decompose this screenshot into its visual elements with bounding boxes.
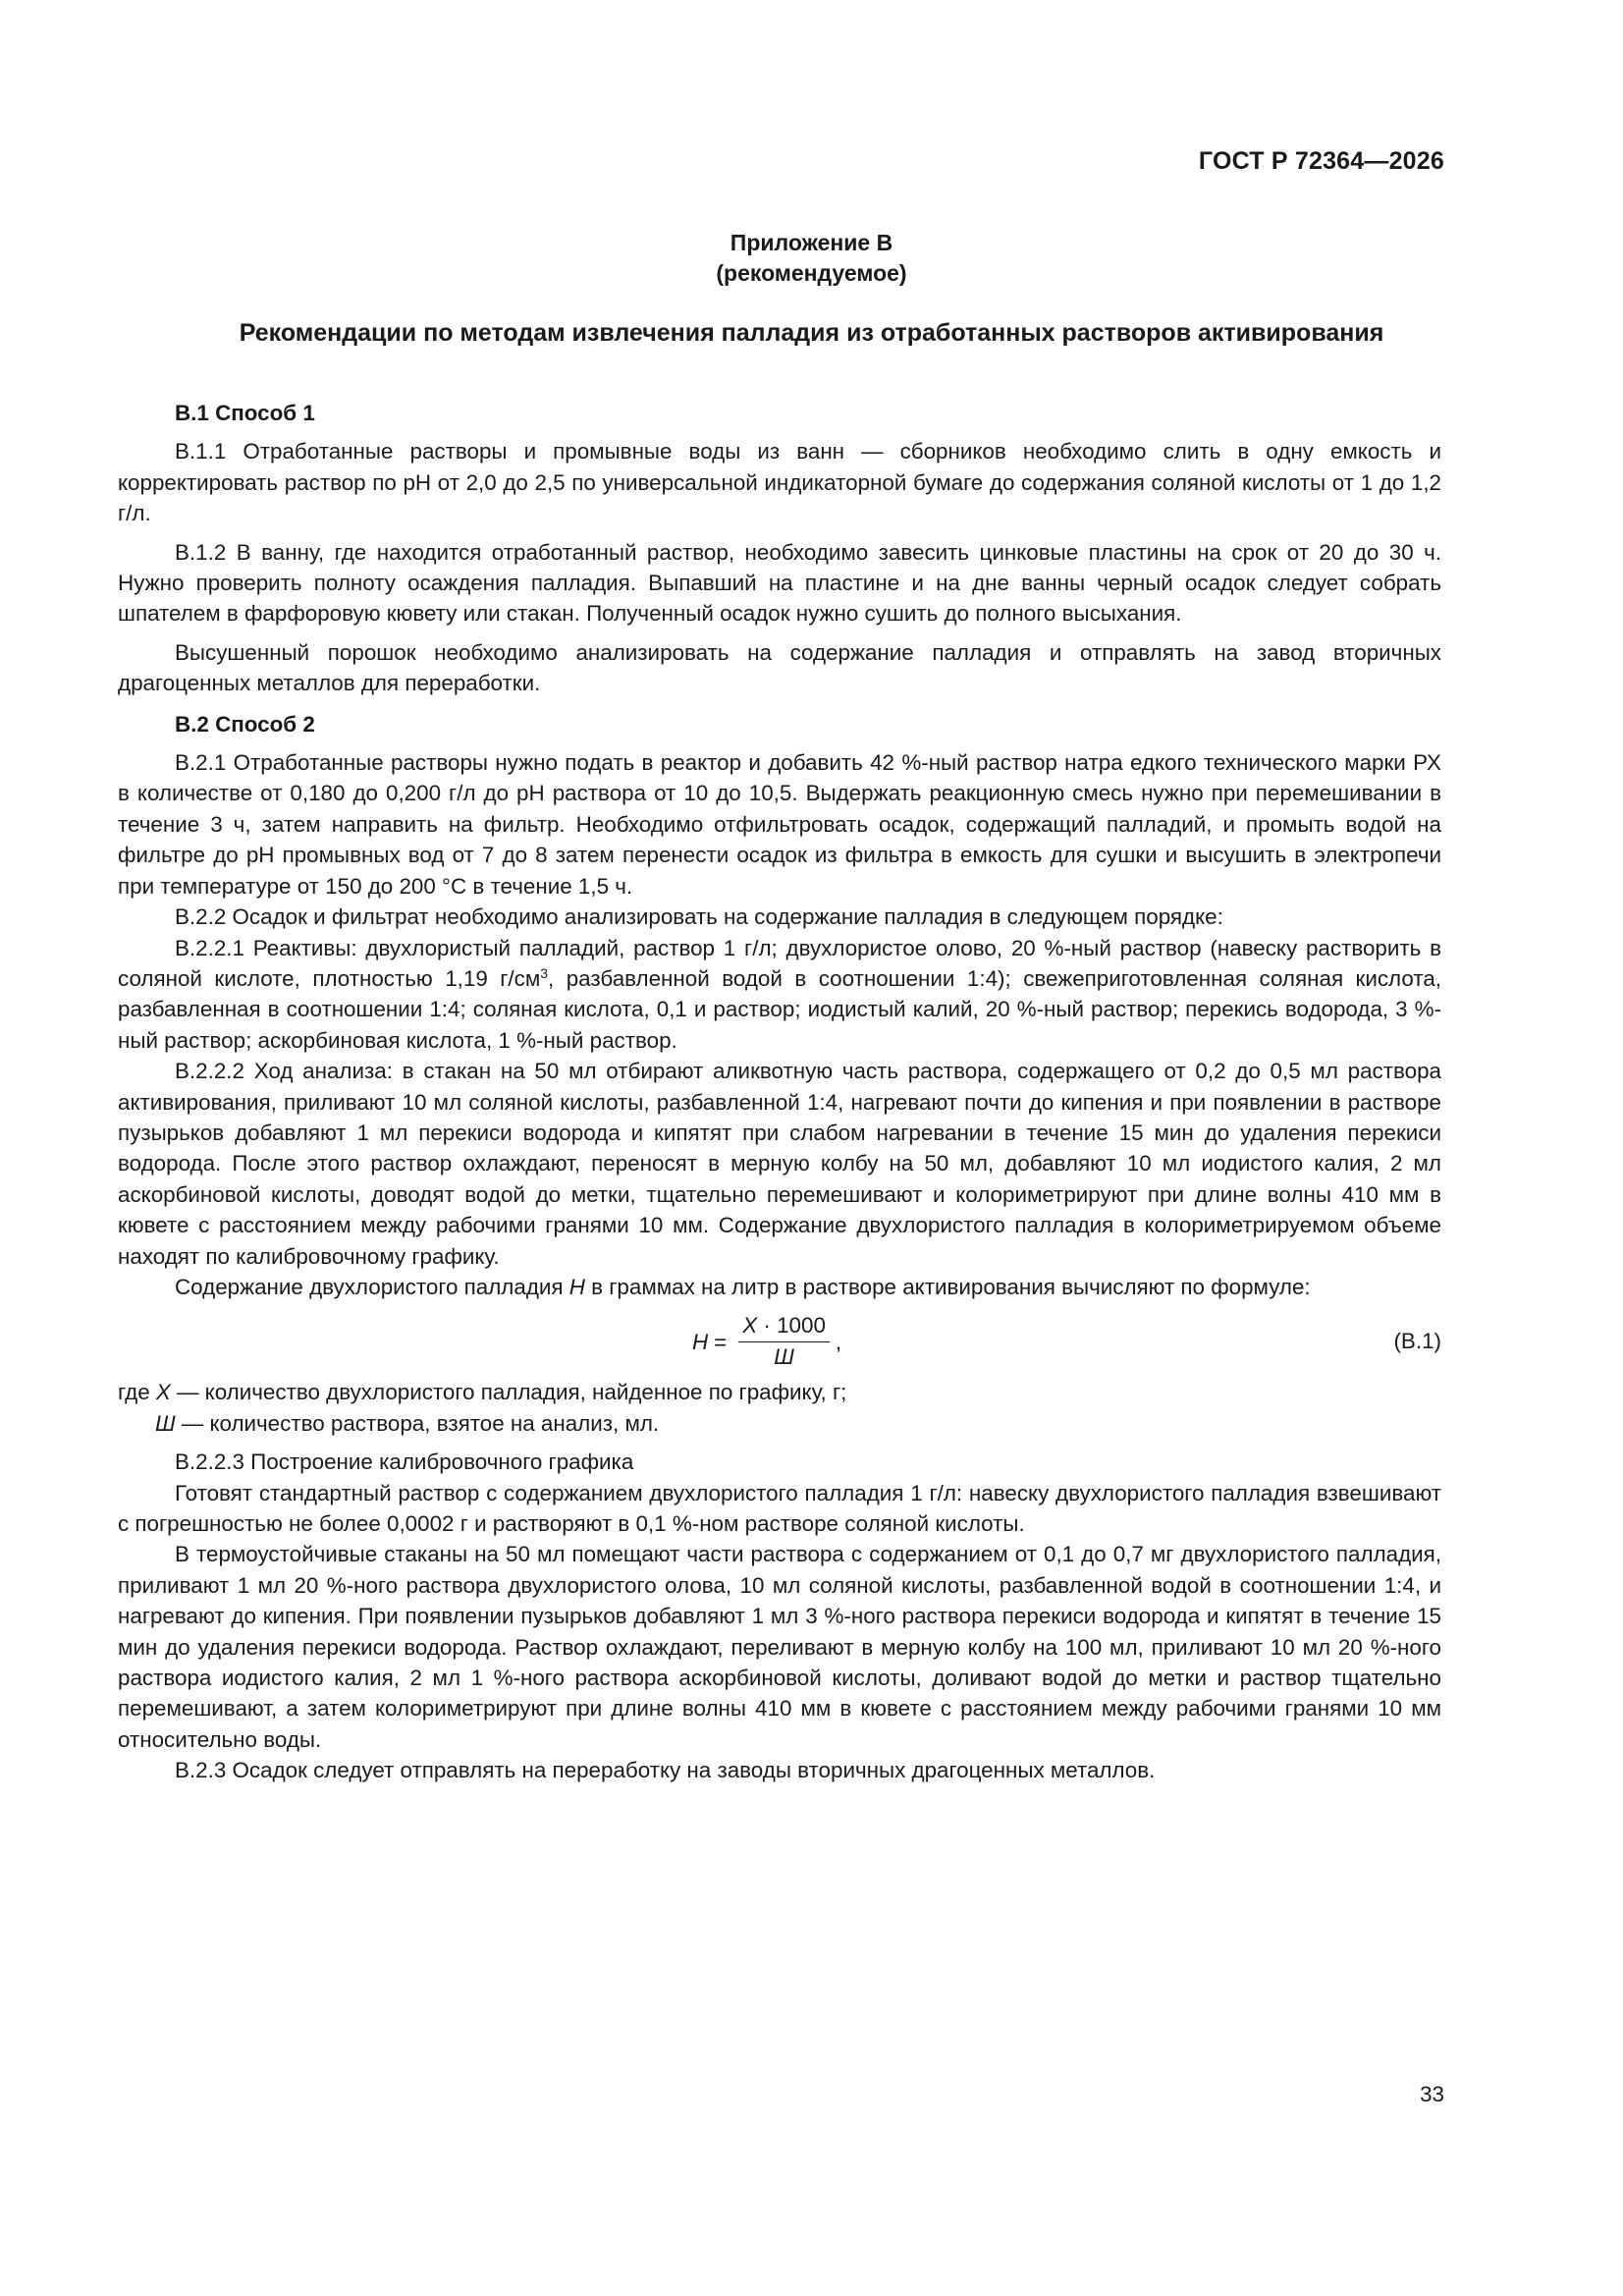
paragraph-b2-1: В.2.1 Отработанные растворы нужно подать в реактор и добавить 42 %-ный раствор натра едкого технического марки РХ в количестве от 0,180 до 0,200 г/л до pH раствора от 10 до 10,5. Выдержать реакционную смесь нужно при перемешивании в течение 3 ч, затем направить на фильтр. Необходимо отфильтровать осадок, содержащий палладий, и промыть водой на фильтре до pH промывных вод от 7 до 8 затем перенести осадок из фильтра в емкость для сушки и высушить в электропечи при температуре от 150 до 200 °С в течение 1,5 ч. — [118, 750, 1441, 899]
document-body — [118, 398, 1441, 1786]
paragraph-b1-3: Высушенный порошок необходимо анализировать на содержание палладия и отправлять на завод вторичных драгоценных металлов для переработки. — [118, 639, 1441, 696]
annex-title — [0, 228, 1623, 289]
formula-number: (В.1) — [1393, 1329, 1441, 1354]
paragraph-b1-2: В.1.2 В ванну, где находится отработанный раствор, необходимо завесить цинковые пластины на срок от 20 до 30 ч. Нужно проверить полноту осаждения палладия. Выпавший на пластине и на дне ванны черный осадок следует собрать шпателем в фарфоровую кювету или стакан. Полученный осадок нужно сушить до полного высыхания. — [118, 539, 1441, 627]
legend-prefix: где — [118, 1380, 156, 1405]
formula-equals: = — [714, 1329, 728, 1354]
document-code: ГОСТ Р 72364—2026 — [1198, 147, 1444, 175]
legend-item-x — [118, 1377, 1441, 1407]
main-heading: Рекомендации по методам извлечения палладия из отработанных растворов активирования — [239, 319, 1384, 347]
legend-var-x: Х — [155, 1380, 171, 1405]
paragraph-b2-2-3-p1: Готовят стандартный раствор с содержанием двухлористого палладия 1 г/л: навеску двухлористого палладия взвешивают с погрешностью не более 0,0002 г и растворяют в 0,1 %-ном растворе соляной кислоты. — [118, 1480, 1441, 1536]
formula-expression — [692, 1312, 841, 1371]
legend-item-sh — [118, 1408, 1441, 1439]
b2-2-1-text-end: , разбавленной водой в соотношении 1:4); свежеприготовленная соляная кислота, разбавленная в соотношении 1:4; соляная кислота, 0,1 и раствор; иодистый калий, 20 %-ный раствор; перекись водорода, 3 %-ный раствор; аскорбиновая кислота, 1 %-ный раствор. — [118, 965, 1441, 1053]
variable-h: Н — [568, 1274, 585, 1299]
page-number: 33 — [1420, 2082, 1444, 2106]
formula-intro-text-end: в граммах на литр в растворе активирования вычисляют по формуле: — [584, 1274, 1311, 1299]
annex-status: (рекомендуемое) — [716, 260, 907, 286]
paragraph-b2-2-2: В.2.2.2 Ход анализа: в стакан на 50 мл отбирают аликвотную часть раствора, содержащего от 0,2 до 0,5 мл раствора активирования, приливают 10 мл соляной кислоты, разбавленной 1:4, нагревают почти до кипения и при появлении в растворе пузырьков добавляют 1 мл перекиси водорода и кипятят при слабом нагревании в течение 15 мин до удаления перекиси водорода. После этого раствор охлаждают, переносят в мерную колбу на 50 мл, добавляют 10 мл иодистого калия, 2 мл аскорбиновой кислоты, доводят водой до метки, тщательно перемешивают и колориметрируют при длине волны 410 мм в кювете с расстоянием между рабочими гранями 10 мм. Содержание двухлористого палладия в колориметрируемом объеме находят по калибровочному графику. — [118, 1059, 1441, 1269]
formula-denominator: Ш — [774, 1344, 794, 1370]
formula-fraction — [738, 1312, 830, 1371]
legend-var-sh: Ш — [155, 1410, 176, 1436]
paragraph-b2-3: В.2.3 Осадок следует отправлять на переработку на заводы вторичных драгоценных металлов. — [175, 1758, 1156, 1783]
section-heading-b2: В.2 Способ 2 — [175, 711, 315, 737]
section-heading-b1: В.1 Способ 1 — [175, 401, 315, 425]
formula-lhs: Н — [692, 1329, 709, 1354]
superscript-3: 3 — [540, 964, 549, 981]
paragraph-b2-2-3-p2: В термоустойчивые стаканы на 50 мл помещают части раствора с содержанием от 0,1 до 0,7 мг двухлористого палладия, приливают 1 мл 20 %-ного раствора двухлористого олова, 10 мл соляной кислоты, разбавленной водой в соотношении 1:4, и нагревают до кипения. При появлении пузырьков добавляют 1 мл 3 %-ного раствора перекиси водорода и кипятят в течение 15 мин до удаления перекиси водорода. Раствор охлаждают, переливают в мерную колбу на 100 мл, приливают 10 мл 20 %-ного раствора иодистого калия, 2 мл 1 %-ного раствора аскорбиновой кислоты, доливают водой до метки и раствор тщательно перемешивают, а затем колориметрируют при длине волны 410 мм в кювете с расстоянием между рабочими гранями 10 мм относительно воды. — [118, 1542, 1441, 1752]
paragraph-b2-2-1 — [118, 933, 1441, 1057]
formula-comma: , — [835, 1329, 842, 1354]
legend-desc-x: — количество двухлористого палладия, найденное по графику, г; — [170, 1380, 847, 1405]
paragraph-formula-intro — [118, 1272, 1441, 1302]
numerator-rest: · 1000 — [757, 1313, 826, 1339]
formula-b1 — [118, 1308, 1441, 1377]
formula-intro-text: Содержание двухлористого палладия — [175, 1274, 569, 1299]
paragraph-b2-2-3-heading: В.2.2.3 Построение калибровочного графика — [175, 1449, 634, 1475]
annex-label: Приложение В — [730, 230, 893, 255]
b2-2-1-text: В.2.2.1 Реактивы: двухлористый палладий, раствор 1 г/л; двухлористое олово, 20 %-ный раствор (навеску растворить в соляной кислоте, плотностью 1,19 г/см — [118, 935, 1441, 991]
formula-numerator — [738, 1312, 830, 1342]
legend-desc-sh: — количество раствора, взятое на анализ, мл. — [175, 1410, 660, 1436]
numerator-variable: Х — [742, 1313, 758, 1339]
formula-legend — [118, 1377, 1441, 1439]
paragraph-b1-1: В.1.1 Отработанные растворы и промывные воды из ванн — сборников необходимо слить в одну емкость и корректировать раствор по pH от 2,0 до 2,5 по универсальной индикаторной бумаге до содержания соляной кислоты от 1 до 1,2 г/л. — [118, 439, 1441, 526]
paragraph-b2-2: В.2.2 Осадок и фильтрат необходимо анализировать на содержание палладия в следующем порядке: — [175, 904, 1223, 930]
